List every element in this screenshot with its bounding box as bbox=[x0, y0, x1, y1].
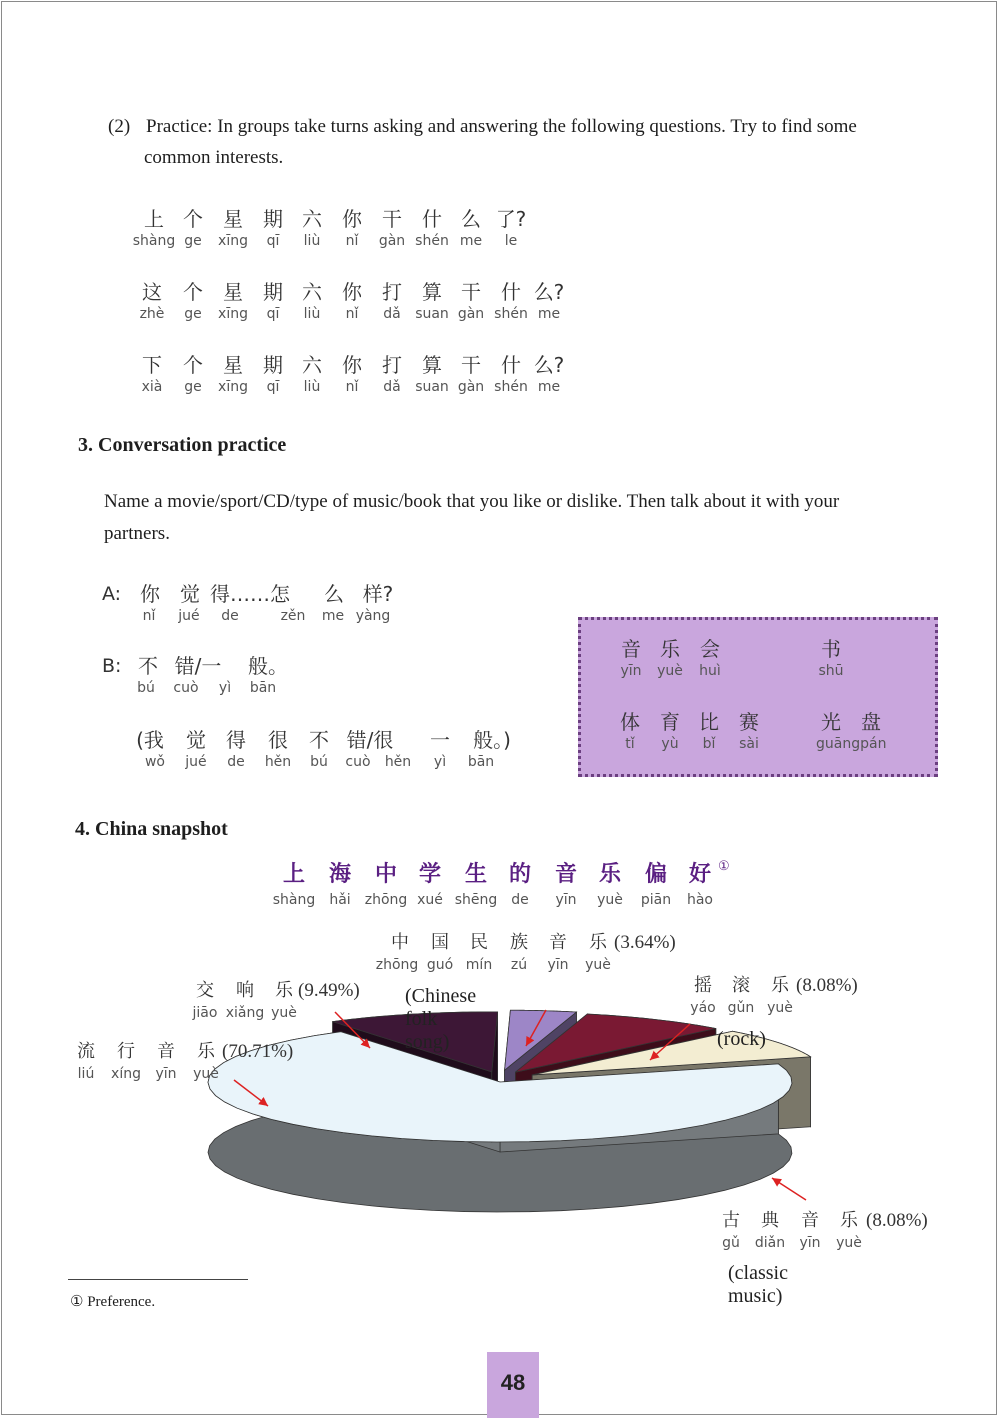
sentence-2-syllable-hanzi: 算 bbox=[422, 280, 442, 304]
chart-title-syllable-hanzi: 学 bbox=[418, 862, 441, 887]
sentence-3-syllable-pinyin: xià bbox=[141, 379, 163, 395]
sentence-2-syllable-pinyin: qī bbox=[266, 306, 280, 322]
slice-percent-3: (3.64%) bbox=[614, 932, 676, 953]
sentence-3-syllable-pinyin: shén bbox=[494, 379, 528, 395]
slice-label-1-syllable-hanzi: 音 bbox=[157, 1041, 175, 1062]
sentence-2-syllable-pinyin: xīng bbox=[218, 306, 248, 322]
sentence-3-syllable-pinyin: ge bbox=[184, 379, 202, 395]
section4-heading: 4. China snapshot bbox=[75, 818, 228, 840]
slice-label-4-syllable-pinyin: yuè bbox=[767, 1000, 793, 1016]
slice-label-5-syllable-hanzi: 古 bbox=[722, 1210, 740, 1231]
slice-label-4-syllable bbox=[750, 997, 810, 1019]
sentence-1-syllable-hanzi: 期 bbox=[263, 207, 283, 231]
dialogue-b2-syllable-pinyin: hěn bbox=[264, 754, 292, 770]
chart-title-syllable-hanzi: 生 bbox=[464, 862, 487, 887]
chart-title-syllable-hanzi: 的 bbox=[508, 862, 531, 887]
sentence-3-syllable-hanzi: 个 bbox=[183, 353, 203, 377]
dialogue-b2-syllable-pinyin: cuò bbox=[345, 754, 371, 770]
vocab-word-1-pinyin: yuè bbox=[657, 663, 683, 679]
slice-label-4-syllable-hanzi: 摇 bbox=[694, 975, 712, 996]
sentence-1-syllable-pinyin: ge bbox=[184, 233, 202, 249]
dialogue-a-syllable-hanzi: 样? bbox=[362, 582, 394, 606]
sentence-1-syllable-pinyin: shàng bbox=[132, 233, 176, 249]
vocab-word-3-pinyin: sài bbox=[739, 736, 759, 752]
slice-label-5-syllable-hanzi: 音 bbox=[801, 1210, 819, 1231]
sentence-2-syllable-pinyin: shén bbox=[494, 306, 528, 322]
sentence-1-syllable-hanzi: 六 bbox=[302, 207, 322, 231]
sentence-2-syllable-pinyin: me bbox=[537, 306, 561, 322]
slice-label-2-syllable-pinyin: xiǎng bbox=[225, 1005, 265, 1021]
slice-label-3-syllable-pinyin: zú bbox=[510, 957, 528, 973]
slice-label-4-syllable-pinyin: gǔn bbox=[727, 1000, 755, 1016]
dialogue-b2-syllable-hanzi: 一 bbox=[430, 728, 450, 752]
dialogue-a-syllable-hanzi: 得……怎 bbox=[210, 582, 290, 606]
section3-instruction-line2: partners. bbox=[104, 523, 170, 544]
sentence-1-syllable-hanzi: 上 bbox=[144, 207, 164, 231]
slice-label-5-syllable-pinyin: diǎn bbox=[754, 1235, 786, 1251]
dialogue-a-syllable-pinyin: nǐ bbox=[142, 608, 156, 624]
slice-label-1-syllable-pinyin: yīn bbox=[155, 1066, 177, 1082]
vocab-word-4-hanzi: 盘 bbox=[861, 710, 881, 734]
chart-title-syllable-hanzi: 音 bbox=[554, 862, 577, 887]
chart-title-syllable-pinyin: shēng bbox=[454, 892, 498, 908]
slice-label-5-syllable-pinyin: gǔ bbox=[722, 1235, 740, 1251]
sentence-1-syllable-hanzi: 么 bbox=[461, 207, 481, 231]
sentence-3-syllable-hanzi: 算 bbox=[422, 353, 442, 377]
sentence-3-syllable-pinyin: dǎ bbox=[383, 379, 401, 395]
section3-instruction-line1: Name a movie/sport/CD/type of music/book that you like or dislike. Then talk about it with your bbox=[104, 491, 840, 512]
leader-arrow-5 bbox=[772, 1178, 806, 1200]
slice-label-2-syllable-pinyin: jiāo bbox=[192, 1005, 218, 1021]
sentence-2-syllable-pinyin: zhè bbox=[139, 306, 165, 322]
page-number-tab bbox=[487, 1352, 539, 1418]
sentence-1-syllable-hanzi: 了? bbox=[495, 207, 527, 231]
slice-label-3-syllable-hanzi: 乐 bbox=[589, 932, 607, 953]
vocab-word-3-hanzi: 育 bbox=[660, 710, 680, 734]
practice-label: (2) bbox=[108, 116, 131, 137]
sentence-2-syllable-hanzi: 六 bbox=[302, 280, 322, 304]
slice-label-2-syllable-hanzi: 乐 bbox=[275, 980, 293, 1001]
vocab-word-1-pinyin: huì bbox=[699, 663, 721, 679]
sentence-3-syllable-pinyin: qī bbox=[266, 379, 280, 395]
vocab-word-4-hanzi: 光 bbox=[821, 710, 841, 734]
slice-label-5-syllable-pinyin: yuè bbox=[836, 1235, 862, 1251]
slice-label-1-syllable-hanzi: 流 bbox=[77, 1041, 95, 1062]
slice-label-3-syllable-hanzi: 民 bbox=[470, 932, 488, 953]
page-number: 48 bbox=[500, 1370, 526, 1395]
chart-title-syllable-hanzi: 乐 bbox=[598, 862, 621, 887]
dialogue-a-syllable-pinyin: de bbox=[221, 608, 239, 624]
practice-instruction-line2: common interests. bbox=[144, 147, 284, 168]
chart-title-syllable-hanzi: 上 bbox=[282, 862, 305, 887]
sentence-3-syllable-hanzi: 你 bbox=[342, 353, 362, 377]
slice-english-3: (Chinese folk song) bbox=[405, 985, 477, 1053]
sentence-3-syllable-hanzi: 星 bbox=[223, 353, 243, 377]
slice-label-4-syllable-hanzi: 滚 bbox=[732, 975, 750, 996]
slice-label-5-syllable-hanzi: 典 bbox=[761, 1210, 779, 1231]
dialogue-b2-syllable-hanzi: 般。) bbox=[473, 728, 511, 752]
sentence-2-syllable-pinyin: nǐ bbox=[345, 306, 359, 322]
sentence-3-syllable-hanzi: 六 bbox=[302, 353, 322, 377]
dialogue-a-syllable-pinyin: yàng bbox=[355, 608, 391, 624]
sentence-3-syllable-pinyin: liù bbox=[303, 379, 321, 395]
sentence-1-syllable-hanzi: 干 bbox=[382, 207, 402, 231]
sentence-1-syllable-pinyin: le bbox=[504, 233, 518, 249]
sentence-2-syllable-hanzi: 期 bbox=[263, 280, 283, 304]
slice-label-3-syllable-hanzi: 国 bbox=[431, 932, 449, 953]
sentence-3-syllable-pinyin: suan bbox=[415, 379, 449, 395]
sentence-3-syllable-hanzi: 下 bbox=[142, 353, 162, 377]
sentence-1-syllable-hanzi: 你 bbox=[342, 207, 362, 231]
slice-label-1-syllable-hanzi: 行 bbox=[117, 1041, 135, 1062]
slice-label-3-syllable-pinyin: mín bbox=[465, 957, 493, 973]
chart-title-syllable-pinyin: yīn bbox=[555, 892, 577, 908]
dialogue-b2-syllable-pinyin: hěn bbox=[384, 754, 412, 770]
sentence-1-syllable-pinyin: gàn bbox=[378, 233, 406, 249]
sentence-3-syllable-hanzi: 期 bbox=[263, 353, 283, 377]
vocab-word-3-hanzi: 比 bbox=[699, 710, 719, 734]
slice-label-2-syllable-pinyin: yuè bbox=[271, 1005, 297, 1021]
dialogue-b2-syllable-pinyin: jué bbox=[185, 754, 207, 770]
slice-label-5-syllable bbox=[819, 1232, 879, 1254]
slice-label-2-syllable-hanzi: 响 bbox=[236, 980, 254, 1001]
slice-label-3-syllable-hanzi: 中 bbox=[391, 932, 409, 953]
dialogue-b-syllable-pinyin: yì bbox=[218, 680, 232, 696]
sentence-1-syllable-pinyin: shén bbox=[415, 233, 449, 249]
slice-label-1-syllable bbox=[176, 1063, 236, 1085]
dialogue-b2-syllable-hanzi: 不 bbox=[309, 728, 329, 752]
chart-title-syllable bbox=[670, 889, 730, 911]
slice-label-2-syllable-hanzi: 交 bbox=[196, 980, 214, 1001]
sentence-3-syllable-hanzi: 干 bbox=[461, 353, 481, 377]
chart-title-syllable-pinyin: hǎi bbox=[329, 892, 351, 908]
dialogue-b-syllable-pinyin: bān bbox=[249, 680, 277, 696]
chart-title-syllable-pinyin: zhōng bbox=[364, 892, 408, 908]
dialogue-b2-syllable-hanzi: 觉 bbox=[186, 728, 206, 752]
slice-percent-2: (9.49%) bbox=[298, 980, 360, 1001]
sentence-2-syllable-hanzi: 么? bbox=[533, 280, 565, 304]
sentence-2-syllable-hanzi: 你 bbox=[342, 280, 362, 304]
vocab-word-3-hanzi: 体 bbox=[620, 710, 640, 734]
sentence-1-syllable-pinyin: me bbox=[459, 233, 483, 249]
slice-label-5-syllable-pinyin: yīn bbox=[799, 1235, 821, 1251]
sentence-2-syllable-hanzi: 什 bbox=[501, 280, 521, 304]
dialogue-b2-syllable-hanzi: 错/很 bbox=[346, 728, 394, 752]
sentence-1-syllable-hanzi: 什 bbox=[422, 207, 442, 231]
sentence-3-syllable-hanzi: 什 bbox=[501, 353, 521, 377]
sentence-1-syllable-pinyin: qī bbox=[266, 233, 280, 249]
vocab-word-1-hanzi: 乐 bbox=[660, 637, 680, 661]
vocab-word-3-pinyin: bǐ bbox=[702, 736, 716, 752]
sentence-2-syllable-hanzi: 个 bbox=[183, 280, 203, 304]
dialogue-b2-syllable-pinyin: wǒ bbox=[144, 754, 165, 770]
practice-instruction-line1: Practice: In groups take turns asking and answering the following questions. Try to find some bbox=[146, 116, 857, 137]
slice-label-3-syllable-hanzi: 族 bbox=[510, 932, 528, 953]
sentence-1-syllable-hanzi: 星 bbox=[223, 207, 243, 231]
chart-title-syllable-hanzi: 海 bbox=[328, 862, 351, 887]
footnote: ① Preference. bbox=[70, 1294, 156, 1310]
chart-title-syllable-hanzi: 中 bbox=[374, 862, 397, 887]
dialogue-b-syllable-pinyin: cuò bbox=[173, 680, 199, 696]
slice-english-5: (classic music) bbox=[728, 1262, 788, 1307]
dialogue-b2-syllable-pinyin: de bbox=[227, 754, 245, 770]
chart-title-syllable-pinyin: piān bbox=[640, 892, 672, 908]
slice-label-1-syllable-pinyin: xíng bbox=[111, 1066, 141, 1082]
sentence-2-syllable-pinyin: liù bbox=[303, 306, 321, 322]
slice-label-4-syllable-hanzi: 乐 bbox=[771, 975, 789, 996]
sentence-1-syllable-pinyin: xīng bbox=[218, 233, 248, 249]
sentence-1-syllable-pinyin: nǐ bbox=[345, 233, 359, 249]
sentence-1-syllable-hanzi: 个 bbox=[183, 207, 203, 231]
footnote-rule bbox=[68, 1279, 248, 1280]
vocab-word-2-hanzi: 书 bbox=[821, 637, 841, 661]
vocab-word-2-pinyin: shū bbox=[818, 663, 844, 679]
sentence-2-syllable-pinyin: dǎ bbox=[383, 306, 401, 322]
sentence-2-syllable-hanzi: 干 bbox=[461, 280, 481, 304]
sentence-3-syllable-pinyin: gàn bbox=[457, 379, 485, 395]
dialogue-b-syllable-hanzi: 错/一 bbox=[174, 654, 222, 678]
slice-label-1-syllable-hanzi: 乐 bbox=[197, 1041, 215, 1062]
sentence-1-syllable-pinyin: liù bbox=[303, 233, 321, 249]
dialogue-b2-syllable-pinyin: yì bbox=[433, 754, 447, 770]
chart-title-syllable-hanzi: 好 bbox=[688, 862, 711, 887]
slice-label-3-syllable-hanzi: 音 bbox=[549, 932, 567, 953]
slice-label-4-syllable-pinyin: yáo bbox=[690, 1000, 716, 1016]
title-footnote-marker: ① bbox=[718, 858, 730, 873]
vocab-word-3-hanzi: 赛 bbox=[739, 710, 759, 734]
speaker-a-label: A: bbox=[102, 583, 122, 605]
vocab-word-3-pinyin: tǐ bbox=[625, 736, 635, 752]
sentence-2-syllable-pinyin: suan bbox=[415, 306, 449, 322]
slice-label-5-syllable-hanzi: 乐 bbox=[840, 1210, 858, 1231]
dialogue-b2-syllable-hanzi: 很 bbox=[268, 728, 288, 752]
chart-title-syllable-pinyin: yuè bbox=[597, 892, 623, 908]
slice-english-4: (rock) bbox=[717, 1028, 766, 1050]
chart-title-syllable-pinyin: xué bbox=[417, 892, 443, 908]
slice-percent-5: (8.08%) bbox=[866, 1210, 928, 1231]
slice-label-1-syllable-pinyin: liú bbox=[77, 1066, 95, 1082]
dialogue-b2-syllable-pinyin: bú bbox=[310, 754, 328, 770]
sentence-3-syllable-hanzi: 么? bbox=[533, 353, 565, 377]
vocab-word-4-pinyin: guāngpán bbox=[816, 736, 887, 752]
dialogue-a-syllable-hanzi: 觉 bbox=[180, 582, 200, 606]
dialogue-a-syllable-pinyin: jué bbox=[178, 608, 200, 624]
slice-label-3-syllable bbox=[568, 954, 628, 976]
dialogue-b-syllable-hanzi: 般。 bbox=[248, 654, 288, 678]
dialogue-a-syllable-pinyin: me bbox=[321, 608, 345, 624]
sentence-3-syllable-pinyin: me bbox=[537, 379, 561, 395]
sentence-2-syllable-hanzi: 这 bbox=[142, 280, 162, 304]
speaker-b-label: B: bbox=[102, 655, 122, 677]
vocab-word-1-hanzi: 会 bbox=[700, 637, 720, 661]
vocab-word-3-pinyin: yù bbox=[661, 736, 679, 752]
dialogue-b-syllable-hanzi: 不 bbox=[138, 654, 158, 678]
vocab-word-1-hanzi: 音 bbox=[621, 637, 641, 661]
dialogue-b2-syllable-pinyin: bān bbox=[467, 754, 495, 770]
sentence-3-syllable-pinyin: xīng bbox=[218, 379, 248, 395]
chart-title-syllable-hanzi: 偏 bbox=[644, 862, 667, 887]
section3-heading: 3. Conversation practice bbox=[78, 434, 287, 456]
dialogue-a-syllable-hanzi: 么 bbox=[324, 582, 344, 606]
sentence-3-syllable-hanzi: 打 bbox=[382, 353, 402, 377]
sentence-3-syllable-pinyin: nǐ bbox=[345, 379, 359, 395]
chart-title-syllable-pinyin: hào bbox=[686, 892, 714, 908]
chart-title-syllable-pinyin: de bbox=[511, 892, 529, 908]
dialogue-b2-syllable-hanzi: (我 bbox=[136, 728, 164, 752]
slice-percent-4: (8.08%) bbox=[796, 975, 858, 996]
chart-title-syllable-pinyin: shàng bbox=[272, 892, 316, 908]
slice-label-3-syllable-pinyin: yīn bbox=[547, 957, 569, 973]
dialogue-b-syllable-pinyin: bú bbox=[137, 680, 155, 696]
slice-label-1-syllable-pinyin: yuè bbox=[193, 1066, 219, 1082]
slice-label-3-syllable-pinyin: yuè bbox=[585, 957, 611, 973]
sentence-2-syllable-hanzi: 星 bbox=[223, 280, 243, 304]
slice-label-3-syllable-pinyin: guó bbox=[426, 957, 454, 973]
vocab-word-1-pinyin: yīn bbox=[620, 663, 642, 679]
dialogue-a-syllable-hanzi: 你 bbox=[140, 582, 160, 606]
slice-label-2-syllable bbox=[254, 1002, 314, 1024]
dialogue-a-syllable-pinyin: zěn bbox=[280, 608, 306, 624]
slice-percent-1: (70.71%) bbox=[222, 1041, 294, 1062]
sentence-2-syllable-pinyin: ge bbox=[184, 306, 202, 322]
dialogue-b2-syllable-hanzi: 得 bbox=[226, 728, 246, 752]
slice-label-3-syllable-pinyin: zhōng bbox=[375, 957, 419, 973]
sentence-2-syllable-hanzi: 打 bbox=[382, 280, 402, 304]
sentence-2-syllable-pinyin: gàn bbox=[457, 306, 485, 322]
